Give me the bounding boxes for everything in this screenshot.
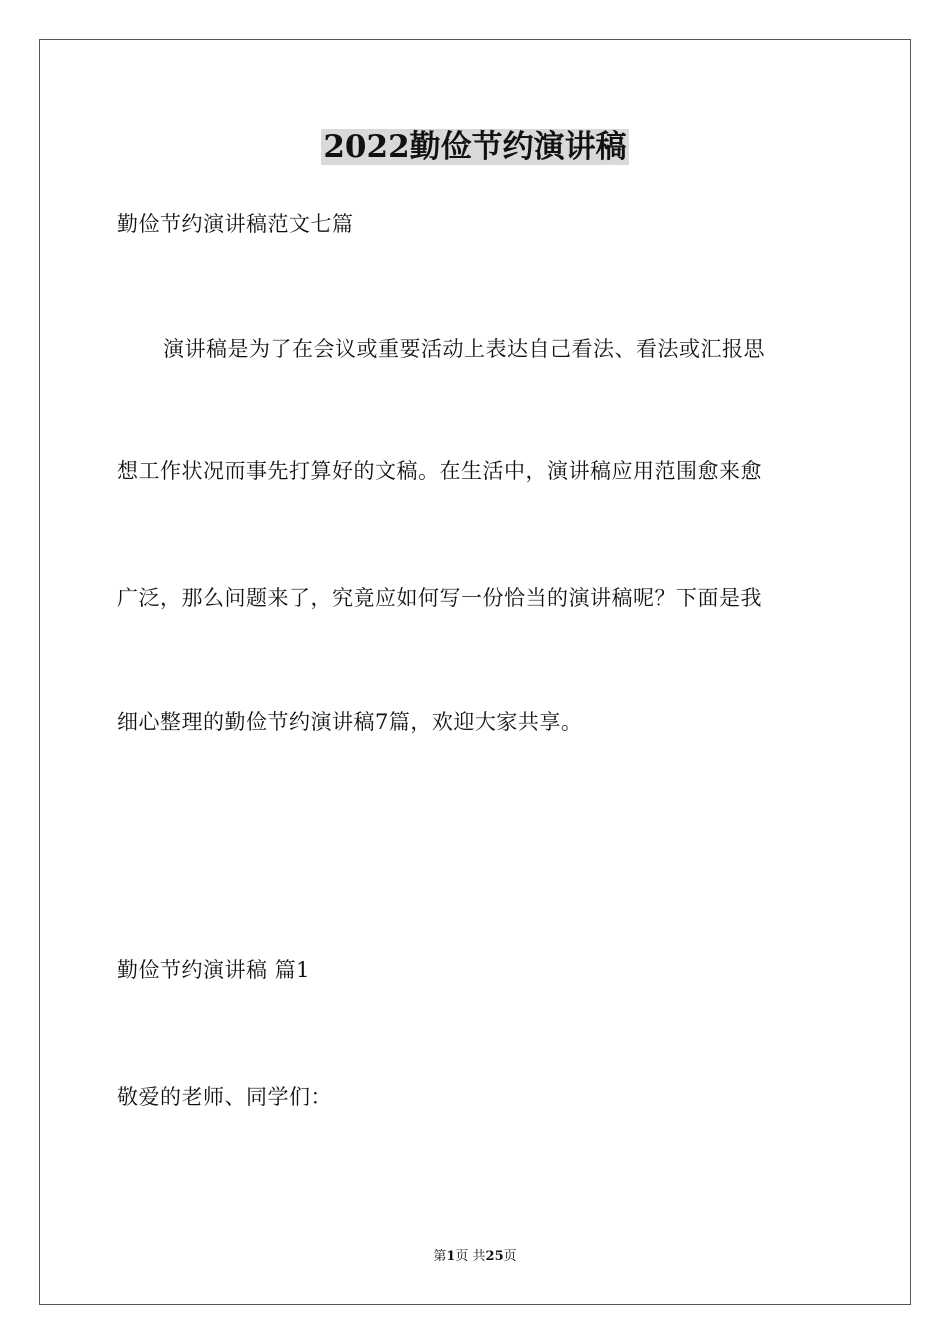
document-title-text: 2022勤俭节约演讲稿	[323, 129, 627, 165]
footer-suffix: 页	[503, 1249, 517, 1264]
salutation: 敬爱的老师、同学们：	[117, 1085, 332, 1109]
footer-total-pages: 25	[485, 1249, 504, 1264]
footer-page-number: 1	[446, 1249, 456, 1264]
footer-mid: 页 共	[455, 1249, 486, 1264]
intro-line-3: 广泛，那么问题来了，究竟应如何写一份恰当的演讲稿呢？下面是我	[117, 586, 762, 610]
intro-line-1: 演讲稿是为了在会议或重要活动上表达自己看法、看法或汇报思	[163, 337, 765, 361]
section-heading: 勤俭节约演讲稿 篇1	[117, 958, 311, 982]
footer-prefix: 第	[433, 1249, 447, 1264]
page-footer	[0, 1248, 950, 1266]
intro-line-2: 想工作状况而事先打算好的文稿。在生活中，演讲稿应用范围愈来愈	[117, 459, 762, 483]
intro-line-4: 细心整理的勤俭节约演讲稿7篇，欢迎大家共享。	[117, 710, 583, 734]
document-title	[0, 124, 950, 170]
document-subtitle: 勤俭节约演讲稿范文七篇	[117, 212, 354, 236]
